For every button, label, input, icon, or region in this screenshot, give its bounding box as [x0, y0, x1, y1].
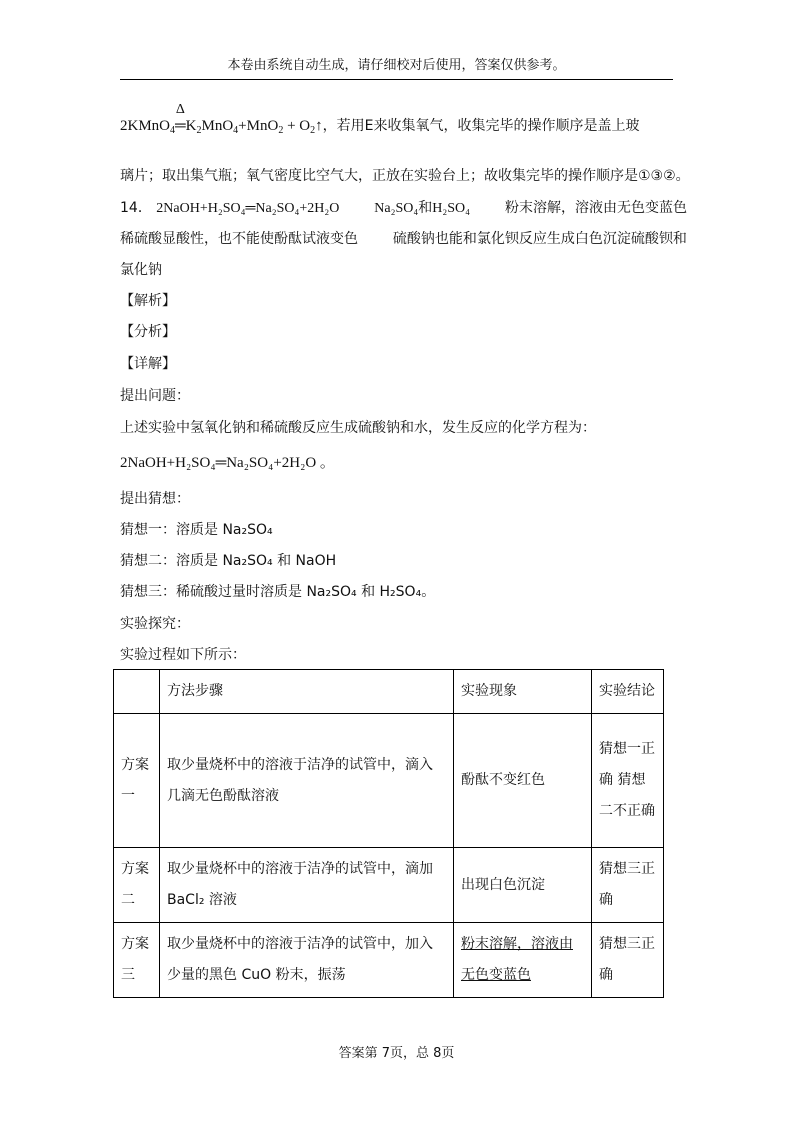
text-line: 璃片；取出集气瓶；氧气密度比空气大，正放在实验台上；故收集完毕的操作顺序是①③②。 [120, 168, 690, 184]
heading-shiyan-guocheng: 实验过程如下所示： [120, 647, 246, 663]
table-row [114, 923, 664, 998]
answer-5: 硫酸钠也能和氯化钡反应生成白色沉淀硫酸钡和 [392, 231, 687, 247]
guess-3: 猜想三：稀硫酸过量时溶质是 Na₂SO₄ 和 H₂SO₄。 [120, 584, 436, 600]
phenomenon-cell: 粉末溶解，溶液由无色变蓝色 [454, 923, 592, 998]
question-14-answers [120, 197, 687, 217]
section-jiexi: 【解析】 [120, 293, 176, 309]
equation-kmno4: 2KMnO$_4$ Δ $═K_2MnO_4+MnO_2$ + $O_2↑$ [120, 102, 323, 136]
table-header-cell: 实验现象 [454, 670, 592, 714]
step-cell: 取少量烧杯中的溶液于洁净的试管中，滴加 BaCl₂ 溶液 [160, 848, 454, 923]
question-14-answers-cont [120, 228, 687, 248]
plan-cell: 方案一 [114, 714, 160, 848]
experiment-table [113, 669, 664, 998]
step-cell: 取少量烧杯中的溶液于洁净的试管中，滴入几滴无色酚酞溶液 [160, 714, 454, 848]
plan-cell: 方案三 [114, 923, 160, 998]
table-row [114, 848, 664, 923]
phenomenon-cell: 酚酞不变红色 [454, 714, 592, 848]
section-xiangjie: 【详解】 [120, 356, 176, 372]
reaction-equation: 2NaOH+H₂SO₄═Na₂SO₄+2H₂O 。 [120, 455, 335, 471]
guess-1: 猜想一：溶质是 Na₂SO₄ [120, 522, 273, 538]
table-header-cell: 实验结论 [592, 670, 664, 714]
answer-2: Na₂SO₄和H₂SO₄ [374, 201, 471, 216]
table-header-row [114, 670, 664, 714]
table-row [114, 714, 664, 848]
heading-tichu-caixiang: 提出猜想： [120, 491, 190, 507]
heat-condition: Δ ═ [175, 102, 186, 134]
equation-line-kmno4 [120, 102, 640, 136]
page-footer: 答案第 7页，总 8页 [338, 1046, 455, 1061]
step-cell: 取少量烧杯中的溶液于洁净的试管中，加入少量的黑色 CuO 粉末，振荡 [160, 923, 454, 998]
reaction-description: 上述实验中氢氧化钠和稀硫酸反应生成硫酸钠和水，发生反应的化学方程为： [120, 420, 596, 436]
table-header-cell: 方法步骤 [160, 670, 454, 714]
plan-cell: 方案二 [114, 848, 160, 923]
phenomenon-cell: 出现白色沉淀 [454, 848, 592, 923]
heading-shiyan-tanjiu: 实验探究： [120, 616, 190, 632]
page-header: 本卷由系统自动生成，请仔细校对后使用，答案仅供参考。 [120, 54, 673, 80]
question-number: 14． [120, 200, 152, 216]
answer-1-equation: 2NaOH+H₂SO₄═Na₂SO₄+2H₂O [156, 201, 340, 216]
answer-3: 粉末溶解，溶液由无色变蓝色 [504, 200, 687, 216]
table-header-cell [114, 670, 160, 714]
answer-4: 稀硫酸显酸性，也不能使酚酞试液变色 [120, 231, 358, 247]
conclusion-cell: 猜想三正确 [592, 923, 664, 998]
text-segment: ，若用E来收集氧气，收集完毕的操作顺序是盖上玻 [322, 118, 640, 134]
section-fenxi: 【分析】 [120, 324, 176, 340]
guess-2: 猜想二：溶质是 Na₂SO₄ 和 NaOH [120, 553, 337, 569]
answer-5-cont: 氯化钠 [120, 262, 162, 278]
conclusion-cell: 猜想三正确 [592, 848, 664, 923]
heading-tichu-wenti: 提出问题： [120, 388, 190, 404]
conclusion-cell: 猜想一正确 猜想二不正确 [592, 714, 664, 848]
